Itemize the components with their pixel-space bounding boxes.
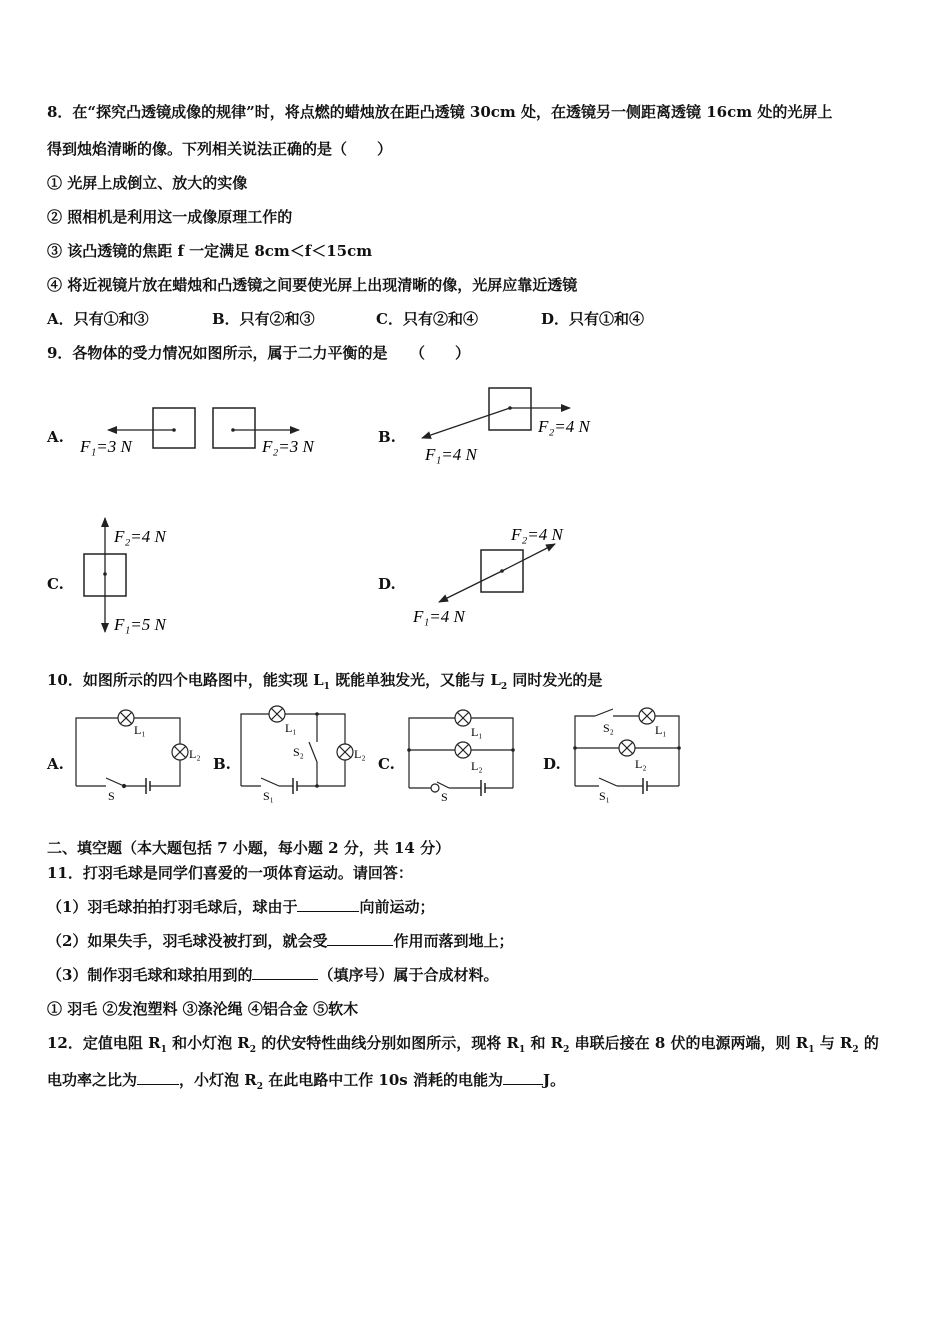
q8-option-c[interactable]: C．只有②和④ bbox=[376, 310, 478, 328]
svg-text:S: S bbox=[108, 789, 115, 803]
svg-text:S: S bbox=[441, 790, 448, 804]
q8-option-b[interactable]: B．只有②和③ bbox=[212, 310, 315, 328]
q8-statement-1: ① 光屏上成倒立、放大的实像 bbox=[47, 174, 248, 192]
q8-statement-3: ③ 该凸透镜的焦距 f 一定满足 8cm＜f＜15cm bbox=[47, 242, 373, 260]
svg-text:L₂: L₂ bbox=[635, 757, 647, 771]
q11-materials: ① 羽毛 ②发泡塑料 ③涤沦绳 ④铝合金 ⑤软木 bbox=[47, 1000, 359, 1018]
q9-diagram-a bbox=[70, 400, 340, 470]
svg-text:S₁: S₁ bbox=[599, 789, 610, 803]
q9-diagram-c bbox=[70, 512, 220, 637]
q11-part3: （3）制作羽毛球和球拍用到的 （填序号）属于合成材料。 bbox=[47, 966, 499, 984]
q9-d-f1: F₁=4 N bbox=[413, 607, 465, 626]
svg-text:L₂: L₂ bbox=[471, 759, 483, 773]
q9-a-f1: F₁=3 N bbox=[80, 437, 132, 456]
q10-circuit-d bbox=[575, 706, 705, 801]
svg-text:S₂: S₂ bbox=[603, 721, 614, 735]
q9-b-f1: F₁=4 N bbox=[425, 445, 477, 464]
q10-circuit-a bbox=[76, 706, 206, 801]
q10-label-a[interactable]: A. bbox=[47, 755, 64, 773]
q12-line1: 12．定值电阻 $R_1$ 和小灯泡 $R_2$ 的伏安特性曲线分别如图所示，现将 $R_1$ 和 $R_2$ 串联后接在 8 伏的电源两端，则 $R_1$ 与 $R_2$ 的 bbox=[47, 1034, 879, 1055]
q9-c-f2: F₂=4 N bbox=[114, 527, 166, 546]
svg-text:L₁: L₁ bbox=[134, 723, 146, 737]
q9-d-f2: F₂=4 N bbox=[511, 525, 563, 544]
q10-stem: 10．如图所示的四个电路图中，能实现 $L_1$ 既能单独发光，又能与 $L_2$ 同时发光的是 bbox=[47, 671, 603, 692]
svg-text:L₂: L₂ bbox=[189, 747, 201, 761]
q8-option-d[interactable]: D．只有①和④ bbox=[541, 310, 645, 328]
q9-label-a[interactable]: A. bbox=[47, 428, 64, 446]
q12-blank-1[interactable] bbox=[137, 1070, 179, 1085]
q10-circuit-b bbox=[241, 706, 371, 801]
svg-text:L₁: L₁ bbox=[285, 721, 297, 735]
q10-label-d[interactable]: D. bbox=[543, 755, 561, 773]
q9-b-f2: F₂=4 N bbox=[538, 417, 590, 436]
q11-part2: （2）如果失手，羽毛球没被打到，就会受 作用而落到地上； bbox=[47, 932, 514, 950]
svg-text:L₂: L₂ bbox=[354, 747, 366, 761]
svg-text:L₁: L₁ bbox=[655, 723, 667, 737]
q9-a-f2: F₂=3 N bbox=[262, 437, 314, 456]
q9-diagram-b bbox=[410, 380, 630, 470]
q9-label-b[interactable]: B. bbox=[378, 428, 396, 446]
q11-blank-1[interactable] bbox=[297, 897, 359, 912]
q11-part1: （1）羽毛球拍拍打羽毛球后，球由于 向前运动； bbox=[47, 898, 435, 916]
q12-line2: 电功率之比为 ，小灯泡 $R_2$ 在此电路中工作 10s 消耗的电能为 J。 bbox=[47, 1071, 566, 1092]
q8-statement-2: ② 照相机是利用这一成像原理工作的 bbox=[47, 208, 293, 226]
q8-stem-line1: 8．在“探究凸透镜成像的规律”时，将点燃的蜡烛放在距凸透镜 30cm 处，在透镜另一侧距离透镜 16cm 处的光屏上 bbox=[47, 103, 833, 121]
q10-label-c[interactable]: C. bbox=[378, 755, 395, 773]
section2-title: 二、填空题（本大题包括 7 小题，每小题 2 分，共 14 分） bbox=[47, 839, 451, 857]
q12-blank-2[interactable] bbox=[503, 1070, 543, 1085]
q11-blank-3[interactable] bbox=[252, 965, 318, 980]
q8-statement-4: ④ 将近视镜片放在蜡烛和凸透镜之间要使光屏上出现清晰的像，光屏应靠近透镜 bbox=[47, 276, 578, 294]
q10-circuit-c bbox=[409, 706, 539, 804]
q11-stem: 11．打羽毛球是同学们喜爱的一项体育运动。请回答： bbox=[47, 864, 413, 882]
q8-stem-line2: 得到烛焰清晰的像。下列相关说法正确的是（ ） bbox=[47, 140, 393, 158]
q11-blank-2[interactable] bbox=[327, 931, 393, 946]
q10-label-b[interactable]: B. bbox=[213, 755, 231, 773]
q9-c-f1: F₁=5 N bbox=[114, 615, 166, 634]
q9-diagram-d bbox=[405, 518, 605, 633]
q9-stem: 9．各物体的受力情况如图所示，属于二力平衡的是 （ ） bbox=[47, 344, 470, 362]
q9-label-c[interactable]: C. bbox=[47, 575, 64, 593]
svg-text:S₂: S₂ bbox=[293, 745, 304, 759]
q9-label-d[interactable]: D. bbox=[378, 575, 396, 593]
svg-text:L₁: L₁ bbox=[471, 725, 483, 739]
q8-option-a[interactable]: A．只有①和③ bbox=[47, 310, 149, 328]
svg-text:S₁: S₁ bbox=[263, 789, 274, 803]
